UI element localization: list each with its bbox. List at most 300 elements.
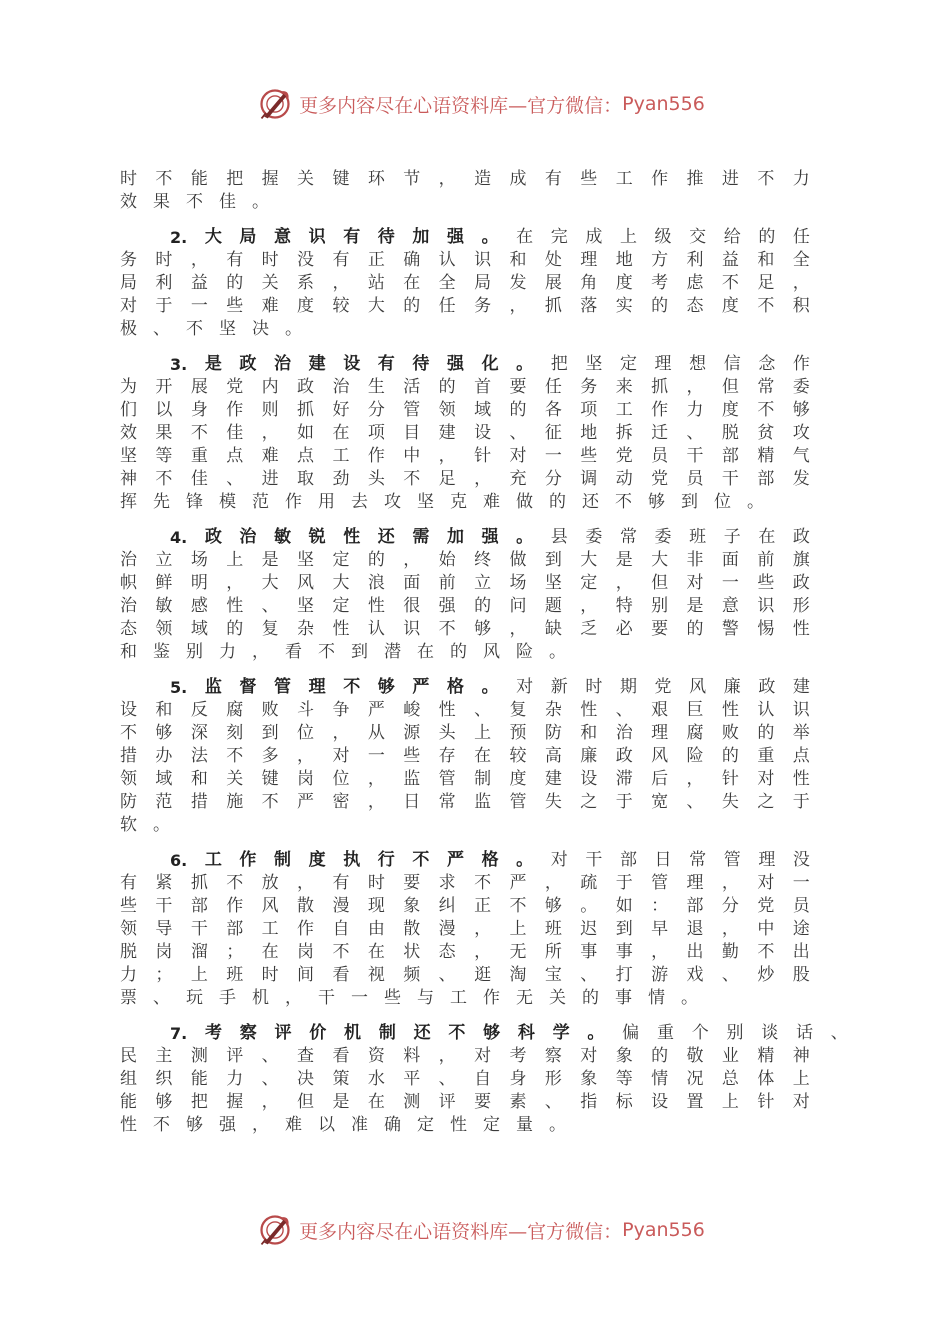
char: 领 xyxy=(120,769,137,789)
char: 和 xyxy=(757,250,775,270)
char: 神 xyxy=(120,469,137,489)
document-body xyxy=(120,168,848,1149)
char: 位 xyxy=(714,492,731,512)
char: 组 xyxy=(120,1069,137,1089)
char: 以 xyxy=(318,1115,335,1135)
char: 立 xyxy=(474,573,492,593)
char: 早 xyxy=(651,919,669,939)
text-line xyxy=(120,572,810,595)
char: 念 xyxy=(758,354,776,374)
char: 角 xyxy=(580,273,598,293)
char: 、 xyxy=(261,596,279,616)
char: 设 xyxy=(120,700,137,720)
char: 风 xyxy=(297,573,315,593)
char: 监 xyxy=(403,769,421,789)
char: 不 xyxy=(120,723,137,743)
char: 展 xyxy=(190,377,208,397)
char: 股 xyxy=(792,965,810,985)
char: 不 xyxy=(186,319,203,339)
char: 治 xyxy=(239,527,257,547)
char: 的 xyxy=(757,723,775,743)
char: 不 xyxy=(190,423,208,443)
char: 进 xyxy=(261,469,279,489)
char: 但 xyxy=(721,377,739,397)
char: 常 xyxy=(757,377,775,397)
char: 够 xyxy=(648,492,665,512)
char: 的 xyxy=(721,746,739,766)
char: 密 xyxy=(332,792,350,812)
char: 部 xyxy=(757,469,775,489)
char: 识 xyxy=(792,700,810,720)
char: 格 xyxy=(446,677,464,697)
char: 拆 xyxy=(615,423,633,443)
char: 级 xyxy=(654,227,672,247)
char: 自 xyxy=(474,1069,492,1089)
text-line xyxy=(120,987,810,1010)
char: 项 xyxy=(367,423,385,443)
char: 滞 xyxy=(615,769,633,789)
char: 宝 xyxy=(544,965,562,985)
char: 力 xyxy=(686,400,704,420)
char: ， xyxy=(261,423,279,443)
char: 县 xyxy=(550,527,568,547)
char: 作 xyxy=(226,896,244,916)
char: 全 xyxy=(438,273,456,293)
char: 够 xyxy=(474,619,492,639)
char: 够 xyxy=(155,1092,173,1112)
char: 全 xyxy=(792,250,810,270)
char: 理 xyxy=(686,873,704,893)
char: 大 xyxy=(580,550,598,570)
char: 神 xyxy=(792,1046,810,1066)
char: 贫 xyxy=(757,423,775,443)
text-line xyxy=(120,226,810,249)
char: 的 xyxy=(367,550,385,570)
char: 性 xyxy=(580,700,598,720)
char: ， xyxy=(438,1046,456,1066)
char: 总 xyxy=(721,1069,739,1089)
char: 很 xyxy=(403,596,421,616)
char: 风 xyxy=(651,746,669,766)
text-line xyxy=(120,468,810,491)
char: 地 xyxy=(615,250,633,270)
char: 到 xyxy=(681,492,698,512)
char: 项 xyxy=(580,400,598,420)
char: 无 xyxy=(516,988,533,1008)
char: 、 xyxy=(474,700,492,720)
char: 别 xyxy=(186,642,203,662)
char: 象 xyxy=(580,1069,598,1089)
char: 坚 xyxy=(585,354,603,374)
char: 识 xyxy=(308,227,326,247)
char: 重 xyxy=(656,1023,674,1043)
char: 班 xyxy=(689,527,707,547)
char: 位 xyxy=(332,769,350,789)
char: 一 xyxy=(190,296,208,316)
char: 、 xyxy=(438,965,456,985)
char: 作 xyxy=(651,169,669,189)
char: 不 xyxy=(757,942,775,962)
char: 能 xyxy=(120,1092,137,1112)
char: 重 xyxy=(757,746,775,766)
char: 的 xyxy=(450,642,467,662)
footer-watermark-banner xyxy=(0,1210,950,1250)
char: 党 xyxy=(654,677,672,697)
char: 委 xyxy=(585,527,603,547)
paragraph xyxy=(120,526,810,664)
char: 事 xyxy=(580,942,598,962)
char: 调 xyxy=(580,469,598,489)
char: 落 xyxy=(580,296,598,316)
char: 视 xyxy=(367,965,385,985)
char: 工 xyxy=(332,446,350,466)
char: 惕 xyxy=(757,619,775,639)
char: 脱 xyxy=(721,423,739,443)
char: 纠 xyxy=(438,896,456,916)
char: 争 xyxy=(332,700,350,720)
char: 效 xyxy=(120,423,137,443)
char: 理 xyxy=(651,723,669,743)
char: ， xyxy=(297,873,315,893)
char: ， xyxy=(285,988,302,1008)
text-line xyxy=(120,376,810,399)
char: 把 xyxy=(226,169,244,189)
char: 锐 xyxy=(308,527,326,547)
char: 中 xyxy=(403,446,421,466)
char: 形 xyxy=(792,596,810,616)
char: 施 xyxy=(226,792,244,812)
char: ， xyxy=(792,273,810,293)
char: 设 xyxy=(474,423,492,443)
char: 度 xyxy=(297,296,315,316)
char: 管 xyxy=(509,792,527,812)
char: 任 xyxy=(438,296,456,316)
char: 开 xyxy=(155,377,173,397)
char: 作 xyxy=(226,400,244,420)
paragraph xyxy=(120,676,810,837)
char: 关 xyxy=(297,169,315,189)
text-line xyxy=(120,595,810,618)
text-line xyxy=(120,964,810,987)
char: 上 xyxy=(619,227,637,247)
char: 不 xyxy=(757,169,775,189)
char: 打 xyxy=(615,965,633,985)
char: 强 xyxy=(219,1115,236,1135)
char: 格 xyxy=(481,850,499,870)
char: 手 xyxy=(219,988,236,1008)
char: 。 xyxy=(153,815,170,835)
char: 给 xyxy=(723,227,741,247)
char: 坚 xyxy=(297,596,315,616)
char: 治 xyxy=(120,550,137,570)
char: 加 xyxy=(412,227,430,247)
char: 7. xyxy=(170,1024,188,1043)
char: 标 xyxy=(615,1092,633,1112)
char: 对 xyxy=(516,677,534,697)
text-line xyxy=(120,918,810,941)
char: 足 xyxy=(757,273,775,293)
char: 建 xyxy=(544,769,562,789)
char: 的 xyxy=(582,988,599,1008)
char: 指 xyxy=(580,1092,598,1112)
char: 对 xyxy=(474,1046,492,1066)
char: 、 xyxy=(226,469,244,489)
char: ， xyxy=(252,1115,269,1135)
char: 由 xyxy=(367,919,385,939)
char: ， xyxy=(438,169,456,189)
char: 坚 xyxy=(120,446,137,466)
char: 求 xyxy=(438,873,456,893)
char: 些 xyxy=(403,746,421,766)
char: 感 xyxy=(190,596,208,616)
char: 、 xyxy=(830,1023,848,1043)
char: 、 xyxy=(153,988,170,1008)
char: 于 xyxy=(155,296,173,316)
char: 。 xyxy=(747,492,764,512)
char: 造 xyxy=(474,169,492,189)
char: ， xyxy=(509,619,527,639)
char: 法 xyxy=(190,746,208,766)
char: 务 xyxy=(580,377,598,397)
char: 识 xyxy=(757,596,775,616)
char: 在 xyxy=(367,1092,385,1112)
char: 迁 xyxy=(651,423,669,443)
char: 的 xyxy=(651,1046,669,1066)
char: 进 xyxy=(721,169,739,189)
char: ； xyxy=(155,965,173,985)
char: 设 xyxy=(651,1092,669,1112)
char: 不 xyxy=(615,492,632,512)
char: 够 xyxy=(155,723,173,743)
char: 理 xyxy=(654,354,672,374)
char: 状 xyxy=(403,942,421,962)
char: 措 xyxy=(120,746,137,766)
char: 的 xyxy=(686,619,704,639)
char: 脱 xyxy=(120,942,137,962)
char: 2. xyxy=(170,228,188,247)
char: 节 xyxy=(403,169,421,189)
char: 大 xyxy=(332,573,350,593)
wechat-id: Pyan556 xyxy=(622,1219,705,1241)
banner-inner xyxy=(257,86,705,122)
char: 特 xyxy=(615,596,633,616)
char: 不 xyxy=(186,192,203,212)
char: 始 xyxy=(438,550,456,570)
char: 干 xyxy=(155,896,173,916)
char: 刻 xyxy=(226,723,244,743)
char: 政 xyxy=(792,527,810,547)
char: 班 xyxy=(226,965,244,985)
char: 散 xyxy=(403,919,421,939)
char: 旗 xyxy=(792,550,810,570)
char: 游 xyxy=(651,965,669,985)
char: 执 xyxy=(343,850,361,870)
char: 务 xyxy=(474,296,492,316)
char: 局 xyxy=(120,273,137,293)
char: 谈 xyxy=(761,1023,779,1043)
char: 上 xyxy=(190,965,208,985)
char: 新 xyxy=(550,677,568,697)
char: 时 xyxy=(585,677,603,697)
char: 不 xyxy=(155,469,173,489)
char: 象 xyxy=(403,896,421,916)
char: 态 xyxy=(438,942,456,962)
char: 常 xyxy=(619,527,637,547)
char: 领 xyxy=(120,919,137,939)
char: 加 xyxy=(446,527,464,547)
char: 话 xyxy=(796,1023,813,1043)
char: 够 xyxy=(483,1023,501,1043)
char: 攻 xyxy=(384,492,401,512)
char: 积 xyxy=(792,296,810,316)
char: 对 xyxy=(332,746,350,766)
char: 敏 xyxy=(274,527,291,547)
char: 要 xyxy=(509,377,527,397)
char: ， xyxy=(686,769,704,789)
char: ， xyxy=(190,250,208,270)
char: 在 xyxy=(516,227,534,247)
char: 在 xyxy=(332,423,350,443)
char: 督 xyxy=(239,677,257,697)
char: 有 xyxy=(377,354,395,374)
char: 握 xyxy=(226,1092,244,1112)
char: 虑 xyxy=(686,273,704,293)
char: 意 xyxy=(721,596,739,616)
char: 时 xyxy=(367,873,385,893)
char: 度 xyxy=(308,850,326,870)
char: 料 xyxy=(403,1046,421,1066)
char: 不 xyxy=(509,896,527,916)
char: 难 xyxy=(285,1115,302,1135)
char: 等 xyxy=(615,1069,633,1089)
char: 们 xyxy=(120,400,137,420)
char: 锋 xyxy=(186,492,203,512)
char: 学 xyxy=(552,1023,570,1043)
char: 先 xyxy=(153,492,170,512)
char: 对 xyxy=(120,296,137,316)
char: 到 xyxy=(261,723,279,743)
char: 退 xyxy=(686,919,704,939)
char: 坚 xyxy=(297,550,315,570)
char: 举 xyxy=(792,723,810,743)
char: 些 xyxy=(580,169,598,189)
char: 面 xyxy=(403,573,421,593)
char: 来 xyxy=(615,377,633,397)
text-line xyxy=(120,353,810,376)
char: 迟 xyxy=(580,919,598,939)
char: 域 xyxy=(474,400,492,420)
char: 失 xyxy=(544,792,562,812)
char: 部 xyxy=(686,896,704,916)
char: 佳 xyxy=(226,423,244,443)
char: 。 xyxy=(481,677,499,697)
char: 域 xyxy=(190,619,208,639)
char: 上 xyxy=(721,1092,739,1112)
char: 与 xyxy=(417,988,434,1008)
char: 严 xyxy=(509,873,527,893)
char: ， xyxy=(721,919,739,939)
char: 看 xyxy=(285,642,302,662)
char: 不 xyxy=(403,469,421,489)
char: 机 xyxy=(252,988,269,1008)
char: 确 xyxy=(403,250,421,270)
char: 佳 xyxy=(219,192,236,212)
char: 对 xyxy=(757,769,775,789)
char: ， xyxy=(651,942,669,962)
char: 决 xyxy=(252,319,269,339)
char: 建 xyxy=(792,677,810,697)
char: 淘 xyxy=(509,965,527,985)
char: 票 xyxy=(120,988,137,1008)
char: 杂 xyxy=(297,619,315,639)
char: 水 xyxy=(367,1069,385,1089)
char: 有 xyxy=(332,250,350,270)
char: 要 xyxy=(474,1092,492,1112)
char: 。 xyxy=(481,227,499,247)
char: 面 xyxy=(721,550,739,570)
char: 一 xyxy=(544,446,562,466)
char: 和 xyxy=(580,723,598,743)
char: 力 xyxy=(219,642,236,662)
char: 的 xyxy=(651,296,669,316)
char: ， xyxy=(615,573,633,593)
char: 明 xyxy=(190,573,208,593)
char: ， xyxy=(226,573,244,593)
char: ， xyxy=(252,642,269,662)
banner-text: 更多内容尽在心语资料库—官方微信： xyxy=(299,1220,623,1243)
char: 治 xyxy=(274,354,291,374)
char: ， xyxy=(721,873,739,893)
char: 是 xyxy=(204,354,222,374)
char: 够 xyxy=(792,400,810,420)
char: 些 xyxy=(120,896,137,916)
char: 定 xyxy=(483,1115,500,1135)
text-line xyxy=(120,318,810,341)
char: 管 xyxy=(651,873,669,893)
text-line xyxy=(120,722,810,745)
char: 终 xyxy=(474,550,492,570)
char: 不 xyxy=(343,677,361,697)
char: 克 xyxy=(450,492,467,512)
char: 险 xyxy=(516,642,533,662)
char: 业 xyxy=(721,1046,739,1066)
char: 到 xyxy=(351,642,368,662)
char: 场 xyxy=(190,550,208,570)
paragraph xyxy=(120,226,810,341)
char: 态 xyxy=(686,296,704,316)
char: 成 xyxy=(585,227,603,247)
char: 6. xyxy=(170,851,188,870)
char: 不 xyxy=(318,642,335,662)
char: 性 xyxy=(450,1115,467,1135)
char: 够 xyxy=(544,896,562,916)
char: 还 xyxy=(413,1023,431,1043)
char: 治 xyxy=(332,377,350,397)
text-line xyxy=(120,768,810,791)
char: 党 xyxy=(615,446,633,466)
char: 和 xyxy=(120,642,137,662)
char: 和 xyxy=(155,700,173,720)
char: 难 xyxy=(261,296,279,316)
char: 出 xyxy=(792,942,810,962)
char: 推 xyxy=(686,169,704,189)
char: 艰 xyxy=(651,700,669,720)
char: 、 xyxy=(686,423,704,443)
char: 、 xyxy=(580,965,598,985)
char: 象 xyxy=(615,1046,633,1066)
char: 中 xyxy=(757,919,775,939)
char: 员 xyxy=(792,896,810,916)
